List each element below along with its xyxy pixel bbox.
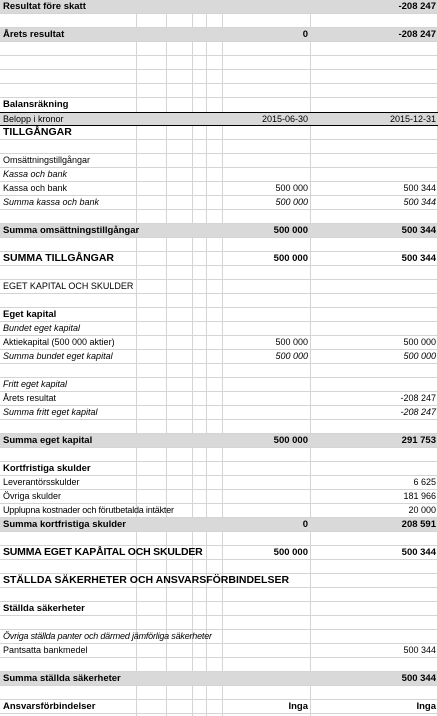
assets-title: TILLGÅNGAR — [3, 126, 72, 138]
row-label: Summa kassa och bank — [3, 197, 100, 207]
bank-funds-row — [0, 644, 438, 658]
row-label: Summa ställda säkerheter — [3, 673, 121, 684]
empty-row — [0, 266, 438, 280]
empty-row — [0, 448, 438, 462]
row-label: Summa bundet eget kapital — [3, 351, 113, 361]
row-label: Summa fritt eget kapital — [3, 407, 98, 417]
amount-2015-12-31: -208 247 — [398, 29, 436, 40]
amount-2015-12-31: 500 000 — [403, 337, 436, 347]
amount-2015-06-30: 0 — [302, 519, 308, 530]
cash-group-row — [0, 168, 438, 182]
empty-row — [0, 686, 438, 700]
row-label: Övriga ställda panter och därmed jämförliga säkerheter — [3, 631, 212, 641]
pledged-title-row — [0, 574, 438, 588]
empty-row — [0, 588, 438, 602]
empty-row — [0, 364, 438, 378]
short-term-title-row — [0, 462, 438, 476]
empty-row — [0, 84, 438, 98]
row-label: Kassa och bank — [3, 169, 68, 179]
amount-2015-06-30: 500 000 — [273, 435, 308, 446]
accrued-row — [0, 504, 438, 518]
amount-2015-12-31: -208 247 — [400, 407, 436, 417]
amount-2015-06-30: 500 000 — [275, 351, 308, 361]
year-result-row — [0, 28, 438, 42]
section-title: EGET KAPITAL OCH SKULDER — [3, 281, 134, 291]
row-label: Ställda säkerheter — [3, 603, 85, 614]
empty-row — [0, 420, 438, 434]
amount-2015-12-31: 181 966 — [403, 491, 436, 501]
empty-row — [0, 70, 438, 84]
amount-2015-06-30: 500 000 — [273, 225, 308, 236]
amount-2015-12-31: -208 247 — [398, 1, 436, 12]
amount-2015-06-30: 500 000 — [275, 183, 308, 193]
amount-2015-12-31: 500 344 — [401, 547, 436, 558]
row-label: Ansvarsförbindelser — [3, 701, 96, 712]
total-equity-liabilities-row — [0, 546, 438, 560]
amount-2015-06-30: 500 000 — [275, 337, 308, 347]
amount-2015-06-30: 0 — [302, 29, 308, 40]
balance-sheet-title-row — [0, 98, 438, 112]
total-assets-row — [0, 252, 438, 266]
equity-sum-row — [0, 434, 438, 448]
current-assets-label-row — [0, 154, 438, 168]
short-term-sum-row — [0, 518, 438, 532]
contingent-row — [0, 700, 438, 714]
empty-row — [0, 658, 438, 672]
row-label: Årets resultat — [3, 29, 65, 40]
pledged-subtitle-row — [0, 602, 438, 616]
balance-sheet-title: Balansräkning — [3, 99, 69, 110]
row-label: Summa kortfristiga skulder — [3, 519, 127, 530]
other-pledged-label-row — [0, 630, 438, 644]
restricted-equity-sum-row — [0, 350, 438, 364]
amount-2015-12-31: 500 344 — [401, 225, 436, 236]
empty-row — [0, 532, 438, 546]
amount-2015-12-31: 500 344 — [403, 197, 436, 207]
amount-2015-12-31: 500 344 — [403, 645, 436, 655]
amount-2015-12-31: 500 344 — [403, 183, 436, 193]
row-label: Kortfristiga skulder — [3, 463, 91, 474]
amount-2015-12-31: 208 591 — [401, 519, 436, 530]
row-label: Övriga skulder — [3, 491, 62, 501]
pledged-sum-row — [0, 672, 438, 686]
row-label: Aktiekapital (500 000 aktier) — [3, 337, 115, 347]
column-2015-12-31: 2015-12-31 — [389, 114, 436, 124]
row-label: Kassa och bank — [3, 183, 68, 193]
empty-row — [0, 238, 438, 252]
current-assets-sum-row — [0, 224, 438, 238]
column-header-row — [0, 112, 438, 126]
row-label: Bundet eget kapital — [3, 323, 81, 333]
cash-row — [0, 182, 438, 196]
amount-2015-12-31: 20 000 — [408, 505, 436, 515]
amount-2015-12-31: Inga — [416, 701, 436, 712]
amount-2015-06-30: Inga — [288, 701, 308, 712]
pre-tax-result-row — [0, 0, 438, 14]
column-2015-06-30: 2015-06-30 — [261, 114, 308, 124]
equity-year-result-row — [0, 392, 438, 406]
empty-row — [0, 140, 438, 154]
amount-2015-06-30: 500 000 — [275, 197, 308, 207]
row-label: Summa eget kapital — [3, 435, 93, 446]
equity-liabilities-title-row — [0, 280, 438, 294]
assets-title-row — [0, 126, 438, 140]
equity-title-row — [0, 308, 438, 322]
restricted-equity-label-row — [0, 322, 438, 336]
empty-row — [0, 210, 438, 224]
cash-sum-row — [0, 196, 438, 210]
amount-2015-12-31: 500 344 — [401, 673, 436, 684]
amount-2015-12-31: 291 753 — [401, 435, 436, 446]
row-label: Summa omsättningstillgångar — [3, 225, 140, 236]
row-label: Pantsatta bankmedel — [3, 645, 88, 655]
row-label: Upplupna kostnader och förutbetalda intäkter — [3, 505, 174, 515]
empty-row — [0, 56, 438, 70]
row-label: Eget kapital — [3, 309, 57, 320]
amount-2015-12-31: -208 247 — [400, 393, 436, 403]
row-label: Resultat före skatt — [3, 1, 86, 12]
share-capital-row — [0, 336, 438, 350]
section-title: STÄLLDA SÄKERHETER OCH ANSVARSFÖRBINDELSER — [3, 574, 290, 586]
row-label: SUMMA EGET KAPÅITAL OCH SKULDER — [3, 546, 203, 558]
empty-row — [0, 294, 438, 308]
empty-row — [0, 14, 438, 28]
amount-2015-12-31: 6 625 — [413, 477, 436, 487]
row-label: Leverantörsskulder — [3, 477, 80, 487]
empty-row — [0, 616, 438, 630]
amount-2015-12-31: 500 000 — [403, 351, 436, 361]
row-label: Årets resultat — [3, 393, 57, 403]
amount-2015-12-31: 500 344 — [401, 253, 436, 264]
empty-row — [0, 560, 438, 574]
amount-2015-06-30: 500 000 — [273, 253, 308, 264]
free-equity-sum-row — [0, 406, 438, 420]
row-label: Fritt eget kapital — [3, 379, 68, 389]
row-label: SUMMA TILLGÅNGAR — [3, 252, 115, 264]
currency-label: Belopp i kronor — [3, 114, 64, 124]
free-equity-label-row — [0, 378, 438, 392]
empty-row — [0, 42, 438, 56]
amount-2015-06-30: 500 000 — [273, 547, 308, 558]
other-liabilities-row — [0, 490, 438, 504]
row-label: Omsättningstillgångar — [3, 155, 91, 165]
suppliers-row — [0, 476, 438, 490]
